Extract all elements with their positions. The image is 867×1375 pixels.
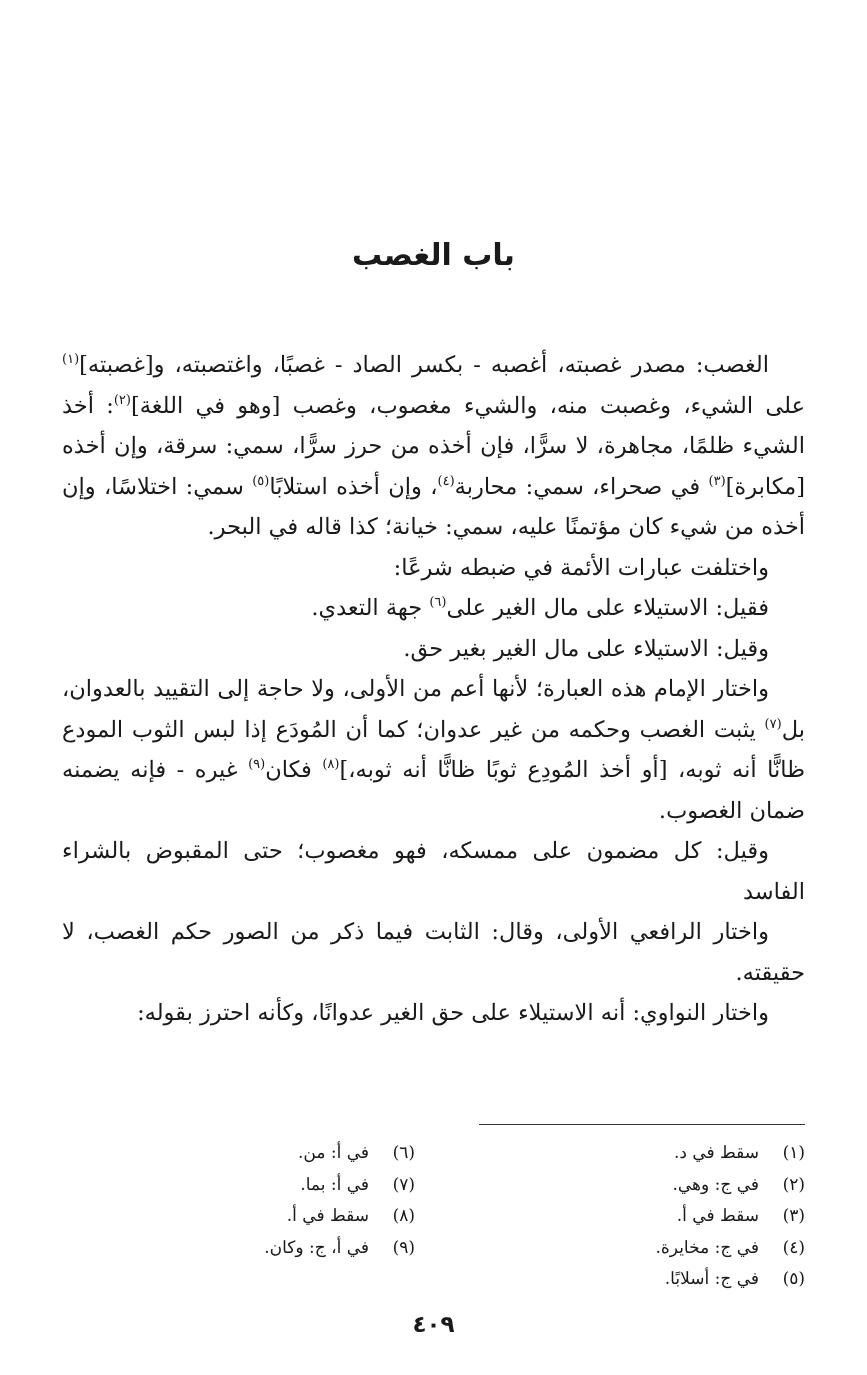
paragraph-1: [62, 345, 805, 548]
paragraph-2: واختلفت عبارات الأئمة في ضبطه شرعًا:: [393, 554, 769, 581]
paragraph-5: [62, 669, 805, 831]
text-segment: على الشيء، وغصبت منه، والشيء مغصوب، وغصب [وهو في اللغة]: [130, 392, 805, 419]
footnote-number: (١): [782, 1143, 805, 1163]
footnote-number: (٨): [392, 1206, 415, 1226]
paragraph-6: وقيل: كل مضمون على ممسكه، فهو مغصوب؛ حتى المقبوض بالشراء الفاسد: [62, 838, 805, 905]
text-segment: يثبت الغصب وحكمه من غير عدوان؛ كما أن المُودَع إذا لبس الثوب المودع ظانًّا أنه ثوبه، [أو أخذ المُودِع ثوبًا ظانًّا أنه ثوبه،]: [62, 716, 806, 783]
paragraph-4: وقيل: الاستيلاء على مال الغير بغير حق.: [403, 635, 769, 662]
footnote-number: (٣): [782, 1206, 805, 1226]
paragraph-8: واختار النواوي: أنه الاستيلاء على حق الغير عدوانًا، وكأنه احترز بقوله:: [137, 1000, 769, 1026]
footnote-item: [85, 1138, 415, 1170]
footnote-ref: (١): [62, 352, 80, 367]
footnote-text: في ج: وهي.: [672, 1174, 759, 1195]
footnote-ref: (٥): [252, 473, 270, 489]
footnote-item: [85, 1170, 415, 1202]
footnote-item: [475, 1264, 805, 1296]
footnote-ref: (٣): [708, 473, 726, 489]
footnote-item: [475, 1138, 805, 1170]
footnote-number: (٩): [392, 1237, 415, 1258]
text-segment: : أخذ الشيء ظلمًا، مجاهرة، لا سرًّا، فإن أخذه من حرز سرًّا، سمي: سرقة، وإن أخذه [مكابرة]: [62, 392, 805, 500]
footnote-item: [85, 1201, 415, 1233]
text-segment: في صحراء، سمي: محاربة: [454, 473, 709, 500]
footnotes-right-column: [475, 1138, 805, 1296]
paragraph-3: [62, 588, 805, 629]
footnote-number: (٢): [782, 1174, 805, 1195]
footnote-divider: [479, 1124, 805, 1125]
footnote-text: في أ: بما.: [300, 1174, 369, 1195]
footnote-text: سقط في أ.: [286, 1206, 369, 1226]
footnote-ref: (٢): [113, 392, 131, 408]
footnote-ref: (٧): [764, 716, 782, 732]
footnote-ref: (٩): [248, 757, 266, 772]
footnote-text: سقط في د.: [673, 1143, 759, 1163]
footnote-number: (٧): [392, 1174, 415, 1195]
text-segment: واختار الإمام هذه العبارة؛ لأنها أعم من الأولى، ولا حاجة إلى التقييد بالعدوان، بل: [62, 676, 805, 743]
text-segment: جهة التعدي.: [311, 595, 430, 621]
footnote-number: (٤): [782, 1237, 805, 1258]
footnote-text: في أ: من.: [297, 1143, 369, 1163]
text-segment: غيره - فإنه يضمنه ضمان الغصوب.: [62, 757, 805, 824]
footnote-number: (٦): [392, 1143, 415, 1163]
footnote-text: في ج: أسلابًا.: [664, 1269, 759, 1289]
footnote-text: في أ، ج: وكان.: [264, 1237, 369, 1258]
paragraph-7: واختار الرافعي الأولى، وقال: الثابت فيما ذكر من الصور حكم الغصب، لا حقيقته.: [62, 919, 805, 986]
footnote-number: (٥): [782, 1269, 805, 1289]
footnote-item: [475, 1201, 805, 1233]
text-segment: الغصب: مصدر غصبته، أغصبه - بكسر الصاد - غصبًا، واغتصبته، و[غصبته]: [79, 352, 769, 378]
text-segment: سمي: اختلاسًا، وإن أخذه من شيء كان مؤتمنًا عليه، سمي: خيانة؛ كذا قاله في البحر.: [62, 473, 805, 540]
footnote-text: سقط في أ.: [676, 1206, 759, 1226]
footnote-ref: (٦): [429, 595, 447, 610]
text-segment: فقيل: الاستيلاء على مال الغير على: [446, 595, 769, 621]
footnote-text: في ج: مخايرة.: [655, 1237, 759, 1258]
text-segment: فكان: [265, 757, 323, 783]
footnote-item: [85, 1233, 415, 1265]
text-segment: ، وإن أخذه استلابًا: [269, 473, 438, 500]
page-number: ٤٠٩: [412, 1312, 455, 1338]
main-text: [62, 345, 805, 1034]
footnotes-left-column: [85, 1138, 415, 1264]
footnote-item: [475, 1170, 805, 1202]
footnote-item: [475, 1233, 805, 1265]
footnote-ref: (٨): [322, 757, 340, 772]
chapter-title: باب الغصب: [352, 238, 515, 273]
footnote-ref: (٤): [437, 473, 455, 489]
